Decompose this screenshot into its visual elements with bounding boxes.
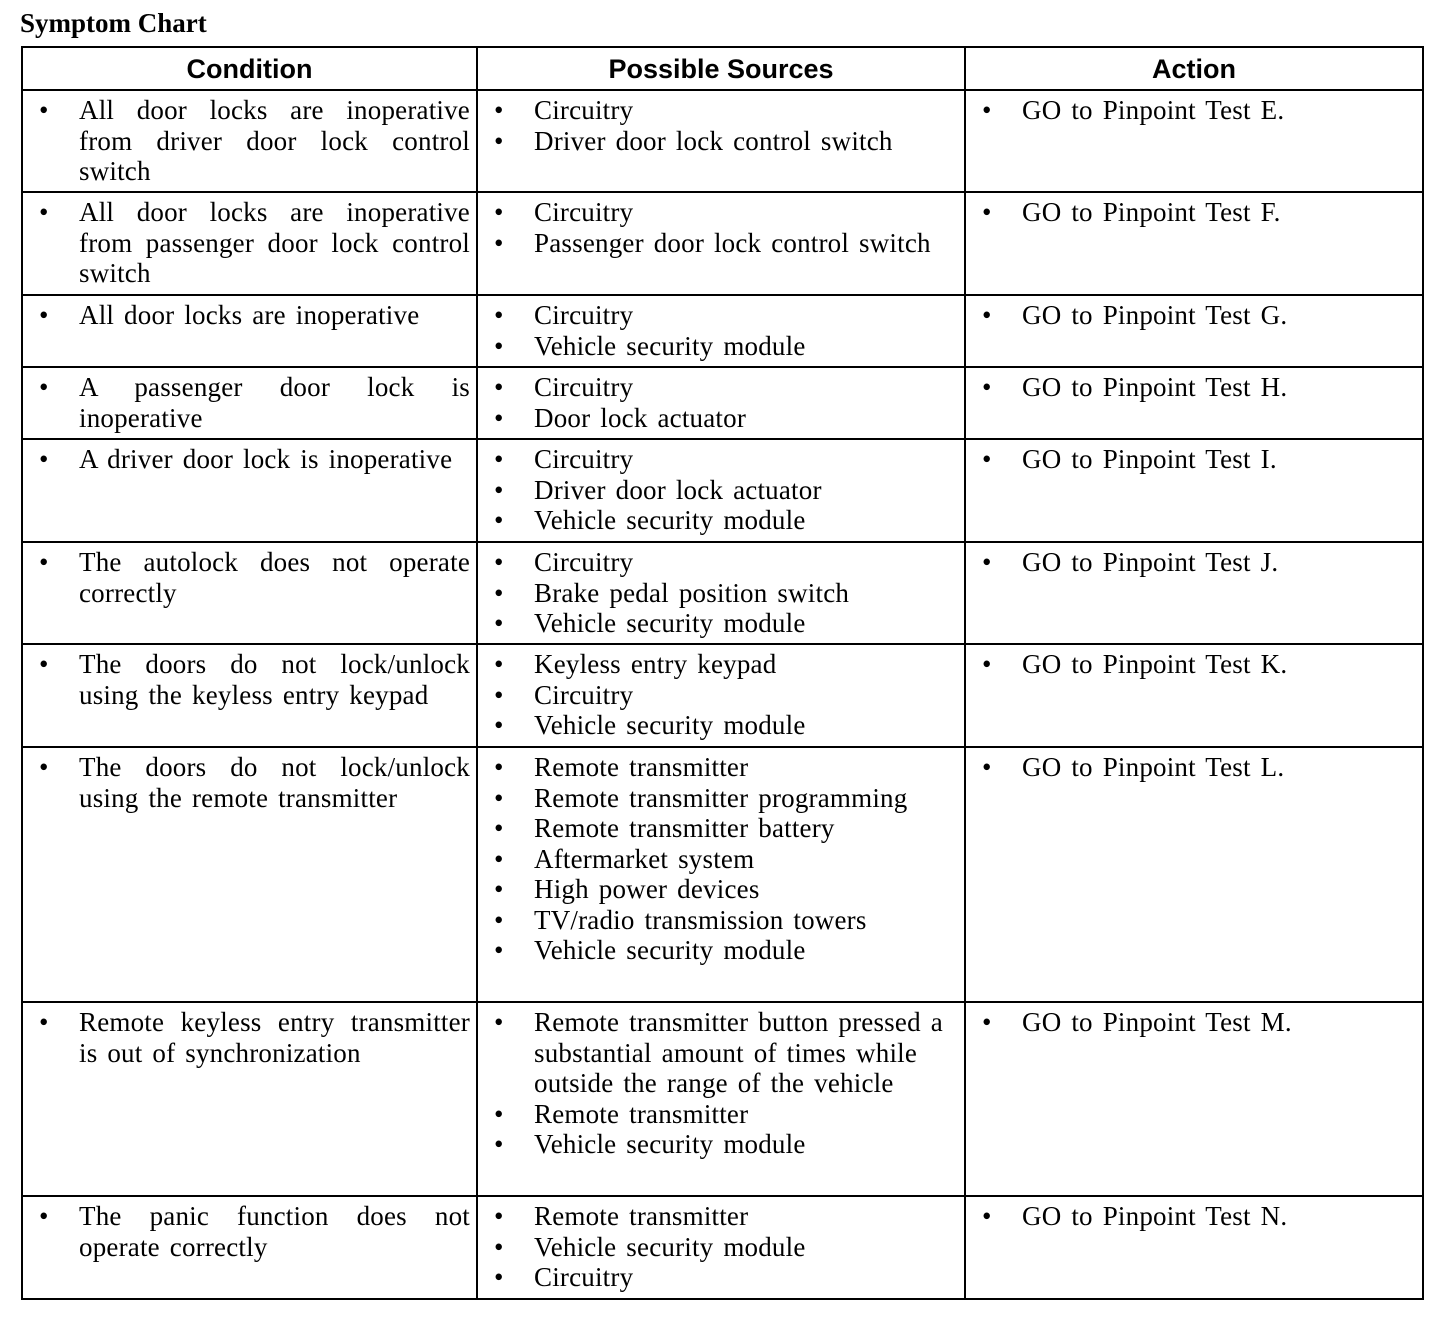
- source-item: • Passenger door lock control switch: [534, 228, 958, 259]
- action-list: [966, 543, 1422, 580]
- table-row: [22, 1196, 1423, 1299]
- sources-cell: [477, 367, 965, 439]
- action-cell: [965, 747, 1423, 1002]
- table-row: [22, 747, 1423, 1002]
- action-cell: [965, 295, 1423, 367]
- table-row: [22, 367, 1423, 439]
- source-item: • Driver door lock actuator: [534, 475, 958, 506]
- source-item: • Remote transmitter programming: [534, 783, 958, 814]
- condition-item: • A driver door lock is inoperative: [79, 444, 470, 475]
- source-item: • Circuitry: [534, 1262, 958, 1293]
- page-title: Symptom Chart: [20, 8, 207, 38]
- action-item: • GO to Pinpoint Test M.: [1022, 1007, 1416, 1038]
- condition-list: [23, 1197, 476, 1264]
- table-row: [22, 439, 1423, 542]
- condition-item: • All door locks are inoperative: [79, 300, 470, 331]
- condition-cell: [22, 192, 477, 295]
- source-item: • Aftermarket system: [534, 844, 958, 875]
- condition-list: [23, 543, 476, 610]
- source-item: • Remote transmitter: [534, 1201, 958, 1232]
- source-item: • Remote transmitter button pressed a substantial amount of times while outside the range of the vehicle: [534, 1007, 958, 1099]
- condition-cell: [22, 1196, 477, 1299]
- condition-item: • All door locks are inoperative from passenger door lock control switch: [79, 197, 470, 289]
- header-row: [22, 47, 1423, 90]
- source-list: [478, 296, 964, 363]
- source-item: • Keyless entry keypad: [534, 649, 958, 680]
- source-item: • Vehicle security module: [534, 505, 958, 536]
- source-list: [478, 1197, 964, 1295]
- action-list: [966, 645, 1422, 682]
- column-header-action: Action: [965, 47, 1423, 90]
- sources-cell: [477, 439, 965, 542]
- table-row: [22, 295, 1423, 367]
- action-item: • GO to Pinpoint Test E.: [1022, 95, 1416, 126]
- action-item: • GO to Pinpoint Test I.: [1022, 444, 1416, 475]
- condition-cell: [22, 542, 477, 644]
- sources-cell: [477, 90, 965, 192]
- source-item: • Remote transmitter battery: [534, 813, 958, 844]
- sources-cell: [477, 295, 965, 367]
- condition-list: [23, 1003, 476, 1070]
- condition-list: [23, 645, 476, 712]
- action-item: • GO to Pinpoint Test F.: [1022, 197, 1416, 228]
- source-item: • Vehicle security module: [534, 608, 958, 639]
- source-item: • High power devices: [534, 874, 958, 905]
- action-list: [966, 193, 1422, 230]
- source-list: [478, 368, 964, 435]
- source-item: • Remote transmitter: [534, 752, 958, 783]
- condition-item: • Remote keyless entry transmitter is out of synchronization: [79, 1007, 470, 1068]
- condition-item: • All door locks are inoperative from driver door lock control switch: [79, 95, 470, 187]
- source-item: • Vehicle security module: [534, 1129, 958, 1160]
- symptom-table: [21, 46, 1424, 1300]
- action-cell: [965, 1002, 1423, 1196]
- action-cell: [965, 367, 1423, 439]
- source-list: [478, 440, 964, 538]
- source-item: • Circuitry: [534, 680, 958, 711]
- source-item: • Circuitry: [534, 300, 958, 331]
- condition-cell: [22, 644, 477, 747]
- action-list: [966, 1003, 1422, 1040]
- table-body: [22, 90, 1423, 1299]
- action-cell: [965, 542, 1423, 644]
- condition-cell: [22, 90, 477, 192]
- condition-list: [23, 91, 476, 189]
- sources-cell: [477, 1002, 965, 1196]
- condition-list: [23, 193, 476, 291]
- sources-cell: [477, 192, 965, 295]
- table-row: [22, 1002, 1423, 1196]
- source-item: • Door lock actuator: [534, 403, 958, 434]
- action-list: [966, 368, 1422, 405]
- condition-list: [23, 440, 476, 477]
- table-row: [22, 192, 1423, 295]
- action-cell: [965, 439, 1423, 542]
- action-list: [966, 296, 1422, 333]
- action-item: • GO to Pinpoint Test H.: [1022, 372, 1416, 403]
- action-item: • GO to Pinpoint Test G.: [1022, 300, 1416, 331]
- sources-cell: [477, 644, 965, 747]
- action-item: • GO to Pinpoint Test J.: [1022, 547, 1416, 578]
- table-row: [22, 90, 1423, 192]
- source-list: [478, 748, 964, 968]
- action-list: [966, 440, 1422, 477]
- condition-item: • A passenger door lock is inoperative: [79, 372, 470, 433]
- action-cell: [965, 1196, 1423, 1299]
- table-row: [22, 644, 1423, 747]
- sources-cell: [477, 542, 965, 644]
- condition-list: [23, 748, 476, 815]
- condition-item: • The doors do not lock/unlock using the keyless entry keypad: [79, 649, 470, 710]
- action-item: • GO to Pinpoint Test N.: [1022, 1201, 1416, 1232]
- column-header-condition: Condition: [22, 47, 477, 90]
- source-item: • Circuitry: [534, 95, 958, 126]
- condition-list: [23, 368, 476, 435]
- source-item: • Vehicle security module: [534, 331, 958, 362]
- condition-cell: [22, 295, 477, 367]
- source-item: • Driver door lock control switch: [534, 126, 958, 157]
- source-item: • Brake pedal position switch: [534, 578, 958, 609]
- condition-cell: [22, 1002, 477, 1196]
- source-item: • Vehicle security module: [534, 935, 958, 966]
- source-item: • Vehicle security module: [534, 710, 958, 741]
- source-list: [478, 645, 964, 743]
- source-list: [478, 91, 964, 158]
- action-cell: [965, 90, 1423, 192]
- source-list: [478, 193, 964, 260]
- source-item: • Vehicle security module: [534, 1232, 958, 1263]
- condition-cell: [22, 747, 477, 1002]
- table-row: [22, 542, 1423, 644]
- column-header-possible-sources: Possible Sources: [477, 47, 965, 90]
- sources-cell: [477, 747, 965, 1002]
- source-item: • Circuitry: [534, 444, 958, 475]
- source-item: • Remote transmitter: [534, 1099, 958, 1130]
- action-item: • GO to Pinpoint Test L.: [1022, 752, 1416, 783]
- condition-cell: [22, 367, 477, 439]
- source-item: • TV/radio transmission towers: [534, 905, 958, 936]
- action-cell: [965, 644, 1423, 747]
- sources-cell: [477, 1196, 965, 1299]
- condition-item: • The doors do not lock/unlock using the remote transmitter: [79, 752, 470, 813]
- action-item: • GO to Pinpoint Test K.: [1022, 649, 1416, 680]
- source-list: [478, 1003, 964, 1162]
- source-list: [478, 543, 964, 641]
- action-list: [966, 1197, 1422, 1234]
- source-item: • Circuitry: [534, 372, 958, 403]
- condition-item: • The panic function does not operate correctly: [79, 1201, 470, 1262]
- source-item: • Circuitry: [534, 197, 958, 228]
- condition-list: [23, 296, 476, 333]
- action-cell: [965, 192, 1423, 295]
- action-list: [966, 91, 1422, 128]
- condition-item: • The autolock does not operate correctly: [79, 547, 470, 608]
- source-item: • Circuitry: [534, 547, 958, 578]
- condition-cell: [22, 439, 477, 542]
- action-list: [966, 748, 1422, 785]
